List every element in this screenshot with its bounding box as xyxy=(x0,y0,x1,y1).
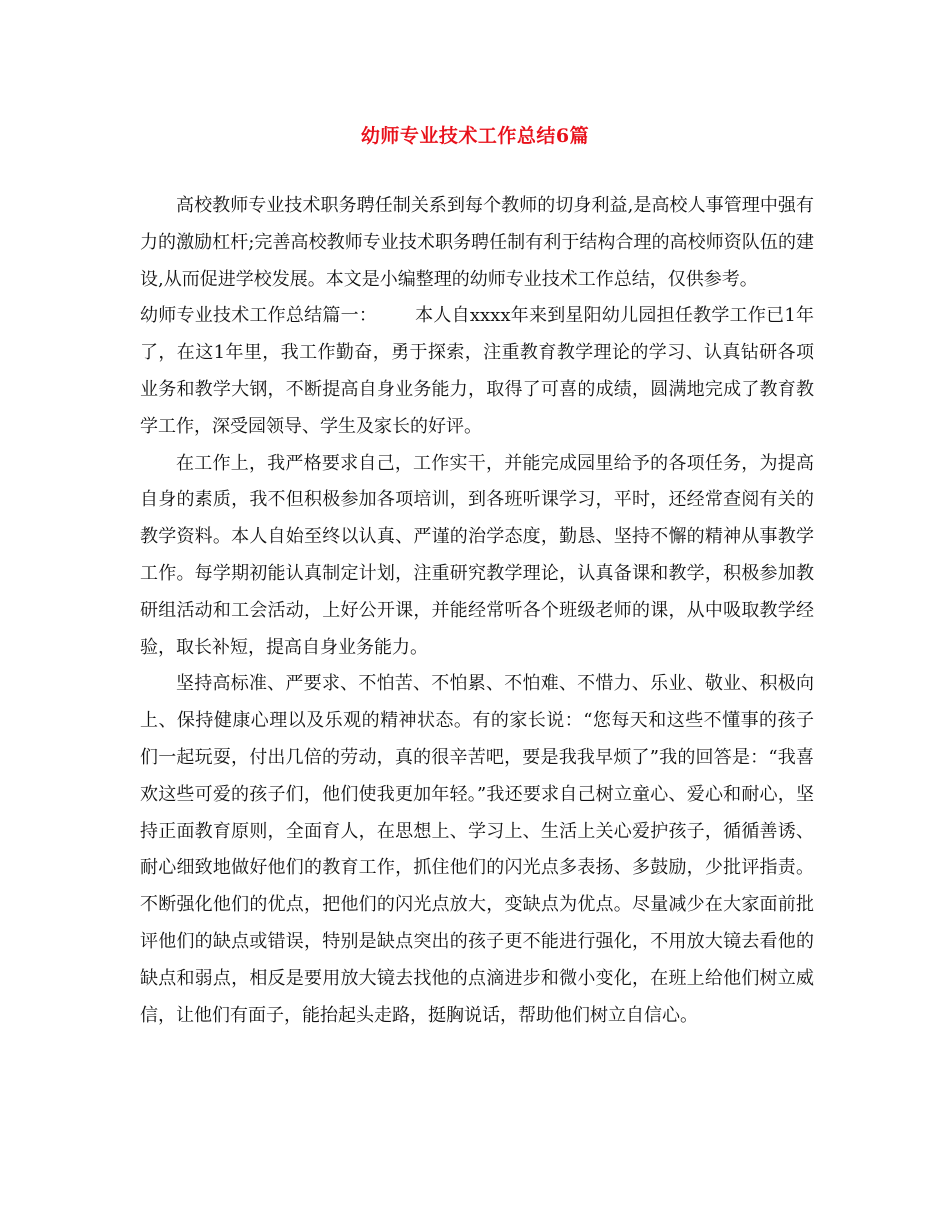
section1-paragraph-1: 本人自xxxx年来到星阳幼儿园担任教学工作已1年了，在这1年里，我工作勤奋，勇于探索，注重教育教学理论的学习、认真钻研各项业务和教学大钢，不断提高自身业务能力，取得了可喜的成绩，圆满地完成了教育教学工作，深受园领导、学生及家长的好评。 xyxy=(140,305,815,437)
section1-label: 幼师专业技术工作总结篇一： xyxy=(140,305,378,327)
intro-paragraph: 高校教师专业技术职务聘任制关系到每个教师的切身利益,是高校人事管理中强有力的激励杠杆;完善高校教师专业技术职务聘任制有利于结构合理的高校师资队伍的建设,从而促进学校发展。本文是小编整理的幼师专业技术工作总结，仅供参考。 xyxy=(140,195,814,290)
document-body xyxy=(140,188,814,1034)
document-title: 幼师专业技术工作总结6篇 xyxy=(360,125,590,147)
section1-paragraph-3: 坚持高标准、严要求、不怕苦、不怕累、不怕难、不惜力、乐业、敬业、积极向上、保持健康心理以及乐观的精神状态。有的家长说：“您每天和这些不懂事的孩子们一起玩耍，付出几倍的劳动，真的很辛苦吧，要是我我早烦了”我的回答是：“我喜欢这些可爱的孩子们，他们使我更加年轻。”我还要求自己树立童心、爱心和耐心，坚持正面教育原则，全面育人，在思想上、学习上、生活上关心爱护孩子，循循善诱、耐心细致地做好他们的教育工作，抓住他们的闪光点多表扬、多鼓励，少批评指责。不断强化他们的优点，把他们的闪光点放大，变缺点为优点。尽量减少在大家面前批评他们的缺点或错误，特别是缺点突出的孩子更不能进行强化，不用放大镜去看他的缺点和弱点，相反是要用放大镜去找他的点滴进步和微小变化，在班上给他们树立威信，让他们有面子，能抬起头走路，挺胸说话，帮助他们树立自信心。 xyxy=(140,673,814,1026)
section1-paragraph-2: 在工作上，我严格要求自己，工作实干，并能完成园里给予的各项任务，为提高自身的素质，我不但积极参加各项培训，到各班听课学习，平时，还经常查阅有关的教学资料。本人自始至终以认真、严谨的治学态度，勤恳、坚持不懈的精神从事教学工作。每学期初能认真制定计划，注重研究教学理论，认真备课和教学，积极参加教研组活动和工会活动，上好公开课，并能经常听各个班级老师的课，从中吸取教学经验，取长补短，提高自身业务能力。 xyxy=(140,452,814,658)
section1-first-paragraph xyxy=(140,298,814,445)
